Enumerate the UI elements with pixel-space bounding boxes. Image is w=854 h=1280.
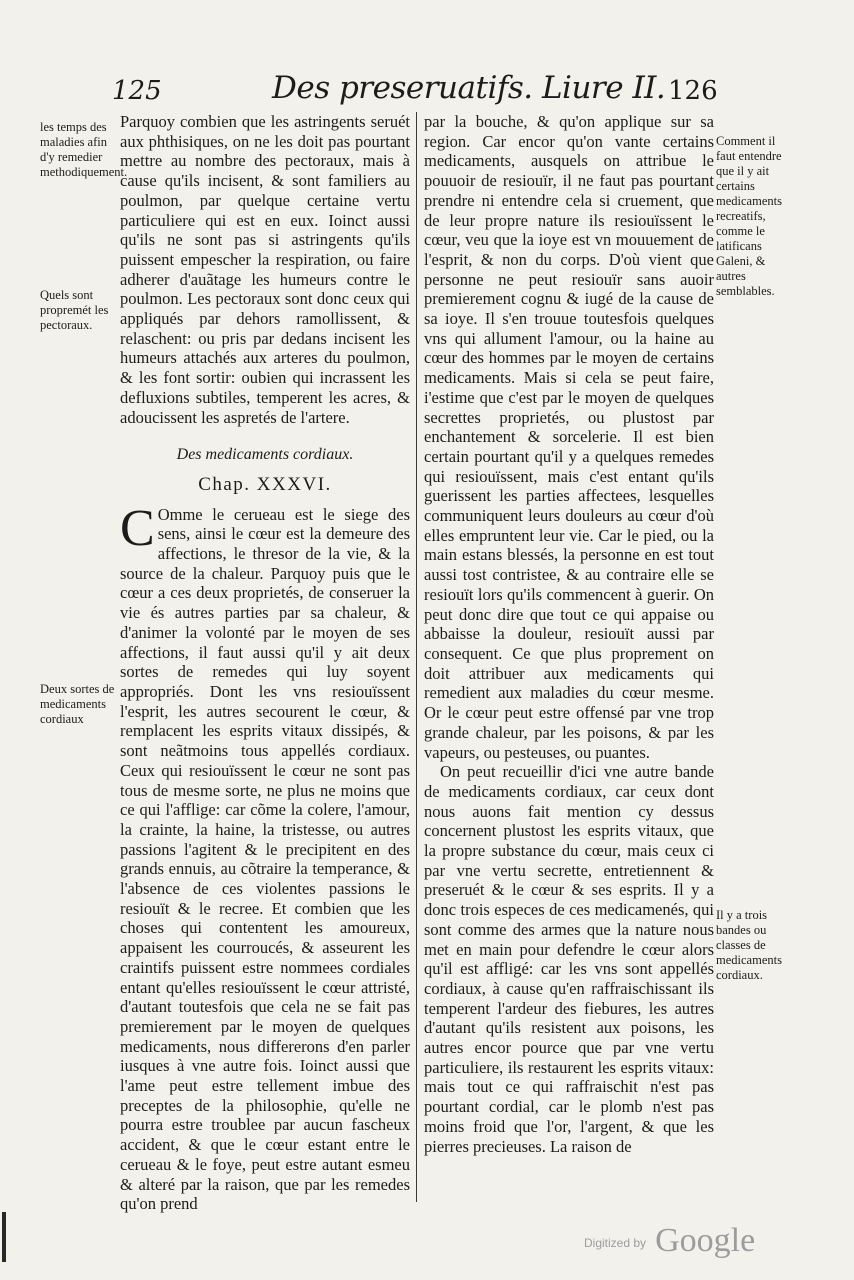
margin-note: Il y a trois bandes ou classes de medicaments cordiaux. <box>716 908 782 982</box>
paragraph: Parquoy combien que les astringents seruét aux phthisiques, on ne les doit pas pourtant mettre au nombre des pectoraux, mais à cause qu'ils incisent, & sont familiers au poulmon, par quelque certaine vertu particuliere qui est en eux. Ioinct aussi qu'ils ne sont pas si astringents qu'ils puissent empescher la respiration, ou faire adherer d'auãtage les humeurs contre le poulmon. Les pectoraux sont donc ceux qui appliqués par dehors ramollissent, & relaschent: ou pris par dedans incisent les humeurs attachés aux arteres du poulmon, & les font sortir: oubien qui incrassent les defluxions subtiles, temperent les acres, & adoucissent les aspretés de l'artere. <box>120 112 410 427</box>
running-title: Des preseruatifs. Liure II. <box>272 70 666 106</box>
chapter-heading: Chap. XXXVI. <box>198 473 332 495</box>
drop-cap: C <box>120 499 155 557</box>
section-heading: Des medicaments cordiaux. <box>176 446 354 464</box>
right-text-column <box>424 112 714 1156</box>
watermark-prefix: Digitized by <box>584 1236 647 1250</box>
paragraph: On peut recueillir d'ici vne autre bande de medicaments cordiaux, car ceux dont nous auons fait mention cy dessus concernent plustost les esprits vitaux, que la propre substance du cœur, mais ceux ci par vne vertu secrette, entretiennent & preseruét & le cœur & ses esprits. Il y a donc trois especes de ces medicamenés, qui sont comme des armes que la nature nous met en main pour defendre le cœur alors qu'il est affligé: car les vns sont appellés cordiaux, à cause qu'en raffraischissant ils temperent l'ardeur des fiebures, les autres d'autant qu'ils resistent aux poisons, les autres encor pource que par vne vertu particuliere, ils restaurent les esprits vitaux: mais tout ce qui raffraischit n'est pas pourtant cordial, car le plomb n'est pas moins froid que l'or, l'argent, & que les pierres precieuses. La raison de <box>424 762 714 1156</box>
margin-note: les temps des maladies afin d'y remedier methodiquement. <box>40 120 128 179</box>
column-divider <box>416 112 417 1202</box>
chapter-paragraph <box>120 499 410 1214</box>
margin-note: Quels sont propremét les pectoraux. <box>40 288 109 332</box>
margin-note: Deux sortes de medicaments cordiaux <box>40 682 115 726</box>
margin-note: Comment il faut entendre que il y ait certains medicaments recreatifs, comme le latificans Galeni, & autres semblables. <box>716 134 782 298</box>
scan-edge-mark <box>2 1212 22 1262</box>
digitization-watermark <box>584 1222 755 1260</box>
page-number-right: 126 <box>668 76 718 106</box>
google-logo: Google <box>655 1222 756 1259</box>
page-number-left: 125 <box>112 76 162 106</box>
paragraph-body: Omme le cerueau est le siege des sens, ainsi le cœur est la demeure des affections, le thresor de la vie, & la source de la chaleur. Parquoy puis que le cœur a ces deux proprietés, de conseruer la vie és autres parties par sa chaleur, & d'animer la volonté par le moyen de ses affections, il faut aussi qu'il y ait deux sortes de remedes qui luy soyent appropriés. Dont les vns resiouïssent l'esprit, les autres secourent le cœur, & remplacent les esprits vitaux dissipés, & sont neãtmoins tous appellés cordiaux. Ceux qui resiouïssent le cœur ne sont pas tous de mesme sorte, ne plus ne moins que ce qui l'afflige: car cõme la colere, l'amour, la crainte, la haine, la tristesse, ou autres passions l'agitent & le precipitent en des grands ennuis, au cõtraire la temperance, & l'absence de ces violentes passions le resiouït & le recree. Et combien que les choses qui contentent les amoureux, appaisent les courroucés, & asseurent les craintifs puissent estre nommees cordiales entant qu'elles resiouïssent le cœur attristé, d'autant toutesfois que cela ne se fait pas premierement par le moyen de quelques medicaments, nous differerons d'en parler iusques à vne autre fois. Ioinct aussi que l'ame peut estre tellement imbue des preceptes de la philosophie, qu'elle ne pourra estre troublee par aucun fascheux accident, & que le cœur estant entre le cerueau & le foye, peut estre autant esmeu & alteré par la raison, que par les remedes qu'on prend <box>120 504 410 1214</box>
running-header <box>0 70 854 110</box>
paragraph: par la bouche, & qu'on applique sur sa region. Car encor qu'on vante certains medicaments, ausquels on attribue le pouuoir de resiouïr, il ne faut pas pourtant prendre ni entendre cela si cruement, que de leur propre nature ils resiouïssent le cœur, veu que la ioye est vn mouuement de l'esprit, & non du corps. D'où vient que personne ne peut resiouïr sans auoir premierement cognu & iugé de la cause de sa ioye. Il s'en trouue toutesfois quelques vns qui allument l'amour, ou la haine au cœur des hommes par le moyen de certains medicaments. Mais si cela se peut faire, i'estime que c'est par le moyen de quelques secrettes proprietés, ou plustost par enchantement & sorcelerie. Il est bien certain pourtant qu'il y a quelques remedes qui resiouïssent, mais c'est entant qu'ils guerissent les parties affectees, lesquelles communiquent leurs douleurs au cœur d'où elles empruntent leur vie. Car le pied, ou la main estans blessés, la personne en est tout aussi tost contristee, & au contraire elle se resiouït lors qu'ils commencent à guerir. On peut donc dire que tout ce qui appaise ou abbaisse la douleur, resiouït aussi par consequent. Ce que plus proprement on doit attribuer aux medicaments qui remedient aux maladies du cœur mesme. Or le cœur peut estre offensé par vne trop grande chaleur, par les poisons, & par les vapeurs, ou pesteuses, ou puantes. <box>424 112 714 762</box>
left-text-column <box>120 112 410 1214</box>
